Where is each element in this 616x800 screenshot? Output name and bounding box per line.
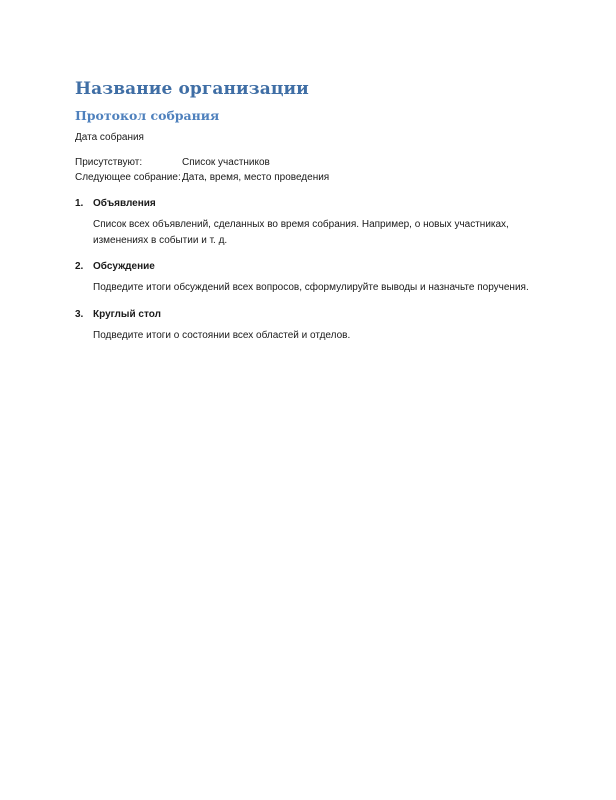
section-title: Обсуждение	[93, 261, 155, 272]
document-content	[75, 78, 555, 343]
meeting-date: Дата собрания	[75, 132, 144, 143]
section-title: Круглый стол	[93, 308, 161, 320]
section-body: Подведите итоги обсуждений всех вопросов, сформулируйте выводы и назначьте поручения.	[93, 282, 529, 293]
section-round-table	[75, 308, 555, 344]
next-meeting-value: Дата, время, место проведения	[182, 171, 330, 183]
info-row-next-meeting	[75, 171, 329, 186]
section-heading	[75, 260, 555, 274]
next-meeting-label: Следующее собрание:	[75, 171, 181, 183]
section-number: 1.	[75, 198, 84, 209]
section-body: Подведите итоги о состоянии всех областей и отделов.	[93, 329, 351, 341]
section-heading	[75, 197, 555, 211]
section-body: Список всех объявлений, сделанных во время собрания. Например, о новых участниках, изменениях в событии и т. д.	[93, 219, 509, 246]
attendees-label: Присутствуют:	[75, 157, 143, 168]
section-number: 2.	[75, 261, 84, 272]
info-row-attendees	[75, 156, 329, 171]
section-heading	[75, 308, 555, 322]
section-title: Объявления	[93, 198, 156, 209]
meeting-info-table	[75, 156, 329, 185]
document-subtitle: Протокол собрания	[75, 108, 220, 123]
organization-title: Название организации	[75, 79, 309, 99]
section-number: 3.	[75, 308, 84, 320]
section-announcements	[75, 197, 555, 248]
section-discussion	[75, 260, 555, 296]
attendees-value: Список участников	[182, 157, 270, 168]
